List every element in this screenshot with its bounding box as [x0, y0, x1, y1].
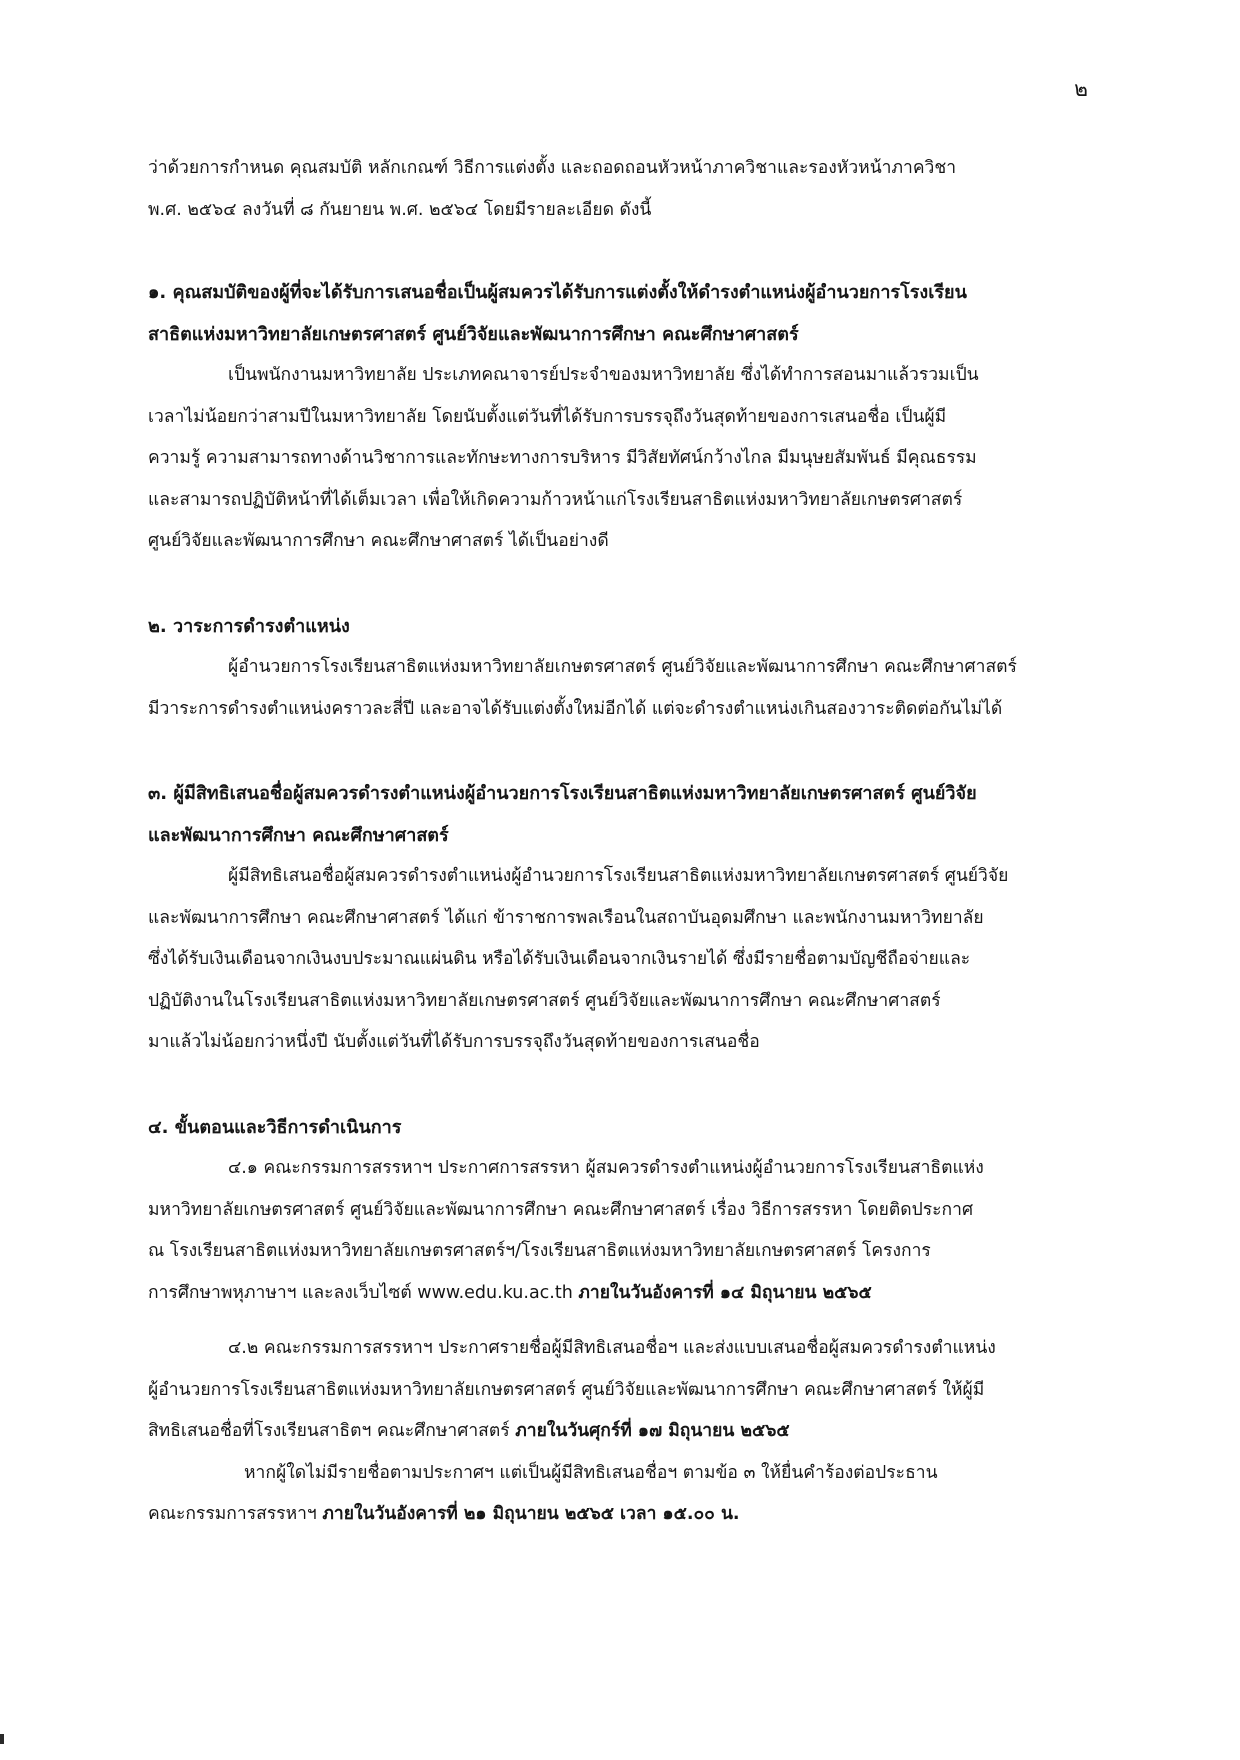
section-1-body: [148, 355, 1092, 563]
body-line: มีวาระการดำรงตำแหน่งคราวละสี่ปี และอาจได้รับแต่งตั้งใหม่อีกได้ แต่จะดำรงตำแหน่งเกินสองวาระติดต่อกันไม่ได้: [148, 698, 1003, 719]
body-line: [148, 1411, 1092, 1453]
body-line: ความรู้ ความสามารถทางด้านวิชาการและทักษะทางการบริหาร มีวิสัยทัศน์กว้างไกล มีมนุษยสัมพันธ์ มีคุณธรรม: [148, 448, 977, 468]
spacer: [148, 1314, 1092, 1328]
body-line: ผู้มีสิทธิเสนอชื่อผู้สมควรดำรงตำแหน่งผู้อำนวยการโรงเรียนสาธิตแห่งมหาวิทยาลัยเกษตรศาสตร์ ศูนย์วิจัย: [228, 866, 1009, 886]
deadline-text: ภายในวันอังคารที่ ๑๔ มิถุนายน ๒๕๖๕: [578, 1282, 872, 1303]
body-line: เวลาไม่น้อยกว่าสามปีในมหาวิทยาลัย โดยนับตั้งแต่วันที่ได้รับการบรรจุถึงวันสุดท้ายของการเสนอชื่อ เป็นผู้มี: [148, 406, 947, 427]
deadline-text: ภายในวันอังคารที่ ๒๑ มิถุนายน ๒๕๖๕ เวลา ๑๕.๐๐ น.: [322, 1504, 740, 1524]
body-line: และสามารถปฏิบัติหน้าที่ได้เต็มเวลา เพื่อให้เกิดความก้าวหน้าแก่โรงเรียนสาธิตแห่งมหาวิทยาลัยเกษตรศาสตร์: [148, 489, 963, 510]
body-line: [148, 1273, 1092, 1315]
spacer: [148, 231, 1092, 272]
intro-line: พ.ศ. ๒๕๖๔ ลงวันที่ ๘ กันยายน พ.ศ. ๒๕๖๔ โดยมีรายละเอียด ดังนี้: [148, 199, 652, 220]
body-line: มหาวิทยาลัยเกษตรศาสตร์ ศูนย์วิจัยและพัฒนาการศึกษา คณะศึกษาศาสตร์ เรื่อง วิธีการสรรหา โดยติดประกาศ: [148, 1199, 974, 1220]
body-line: ณ โรงเรียนสาธิตแห่งมหาวิทยาลัยเกษตรศาสตร์ฯ/โรงเรียนสาธิตแห่งมหาวิทยาลัยเกษตรศาสตร์ โครงการ: [148, 1241, 931, 1261]
body-line: เป็นพนักงานมหาวิทยาลัย ประเภทคณาจารย์ประจำของมหาวิทยาลัย ซึ่งได้ทำการสอนมาแล้วรวมเป็น: [228, 365, 979, 385]
scan-artifact: [0, 1734, 4, 1744]
section-2-heading: [148, 606, 1092, 648]
section-1-heading: [148, 272, 1092, 355]
section-4-item-1: [148, 1148, 1092, 1314]
section-4-heading: [148, 1107, 1092, 1149]
body-text: คณะกรรมการสรรหาฯ: [148, 1504, 323, 1524]
body-line: ซึ่งได้รับเงินเดือนจากเงินงบประมาณแผ่นดิน หรือได้รับเงินเดือนจากเงินรายได้ ซึ่งมีรายชื่อตามบัญชีถือจ่ายและ: [148, 949, 971, 969]
section-4-item-2: [148, 1328, 1092, 1453]
section-3-heading: [148, 773, 1092, 856]
document-body: [148, 148, 1092, 1536]
section-3-body: [148, 856, 1092, 1064]
heading-line: ๔. ขั้นตอนและวิธีการดำเนินการ: [148, 1116, 402, 1138]
body-text: สิทธิเสนอชื่อที่โรงเรียนสาธิตฯ คณะศึกษาศาสตร์: [148, 1421, 516, 1441]
intro-paragraph: [148, 148, 1092, 231]
heading-line: และพัฒนาการศึกษา คณะศึกษาศาสตร์: [148, 824, 449, 846]
heading-line: ๒. วาระการดำรงตำแหน่ง: [148, 615, 350, 637]
section-4-item-3: [148, 1453, 1092, 1536]
section-2-body: [148, 647, 1092, 730]
body-text: การศึกษาพหุภาษาฯ และลงเว็บไซต์ www.edu.ku.ac.th: [148, 1282, 579, 1303]
heading-line: สาธิตแห่งมหาวิทยาลัยเกษตรศาสตร์ ศูนย์วิจัยและพัฒนาการศึกษา คณะศึกษาศาสตร์: [148, 323, 799, 345]
body-line: [148, 1494, 1092, 1536]
intro-line: ว่าด้วยการกำหนด คุณสมบัติ หลักเกณฑ์ วิธีการแต่งตั้ง และถอดถอนหัวหน้าภาควิชาและรองหัวหน้าภาควิชา: [148, 158, 957, 178]
body-line: ศูนย์วิจัยและพัฒนาการศึกษา คณะศึกษาศาสตร์ ได้เป็นอย่างดี: [148, 531, 609, 551]
body-line: ๔.๑ คณะกรรมการสรรหาฯ ประกาศการสรรหา ผู้สมควรดำรงตำแหน่งผู้อำนวยการโรงเรียนสาธิตแห่ง: [228, 1158, 984, 1178]
body-line: มาแล้วไม่น้อยกว่าหนึ่งปี นับตั้งแต่วันที่ได้รับการบรรจุถึงวันสุดท้ายของการเสนอชื่อ: [148, 1032, 760, 1052]
heading-line: ๓. ผู้มีสิทธิเสนอชื่อผู้สมควรดำรงตำแหน่งผู้อำนวยการโรงเรียนสาธิตแห่งมหาวิทยาลัยเกษตรศาสตร์ ศูนย์วิจัย: [148, 783, 977, 804]
body-line: ผู้อำนวยการโรงเรียนสาธิตแห่งมหาวิทยาลัยเกษตรศาสตร์ ศูนย์วิจัยและพัฒนาการศึกษา คณะศึกษาศาสตร์ ให้ผู้มี: [148, 1379, 985, 1400]
deadline-text: ภายในวันศุกร์ที่ ๑๗ มิถุนายน ๒๕๖๕: [515, 1421, 790, 1441]
body-line: หากผู้ใดไม่มีรายชื่อตามประกาศฯ แต่เป็นผู้มีสิทธิเสนอชื่อฯ ตามข้อ ๓ ให้ยื่นคำร้องต่อประธาน: [244, 1462, 938, 1483]
body-line: ผู้อำนวยการโรงเรียนสาธิตแห่งมหาวิทยาลัยเกษตรศาสตร์ ศูนย์วิจัยและพัฒนาการศึกษา คณะศึกษาศาสตร์: [228, 657, 1017, 677]
page-number: ๒: [1074, 77, 1088, 101]
body-line: ปฏิบัติงานในโรงเรียนสาธิตแห่งมหาวิทยาลัยเกษตรศาสตร์ ศูนย์วิจัยและพัฒนาการศึกษา คณะศึกษาศาสตร์: [148, 990, 941, 1011]
spacer: [148, 730, 1092, 773]
spacer: [148, 1064, 1092, 1107]
spacer: [148, 563, 1092, 606]
heading-line: ๑. คุณสมบัติของผู้ที่จะได้รับการเสนอชื่อเป็นผู้สมควรได้รับการแต่งตั้งให้ดำรงตำแหน่งผู้อำนวยการโรงเรียน: [148, 282, 967, 303]
body-line: ๔.๒ คณะกรรมการสรรหาฯ ประกาศรายชื่อผู้มีสิทธิเสนอชื่อฯ และส่งแบบเสนอชื่อผู้สมควรดำรงตำแหน่ง: [228, 1338, 996, 1358]
body-line: และพัฒนาการศึกษา คณะศึกษาศาสตร์ ได้แก่ ข้าราชการพลเรือนในสถาบันอุดมศึกษา และพนักงานมหาวิทยาลัย: [148, 907, 984, 928]
